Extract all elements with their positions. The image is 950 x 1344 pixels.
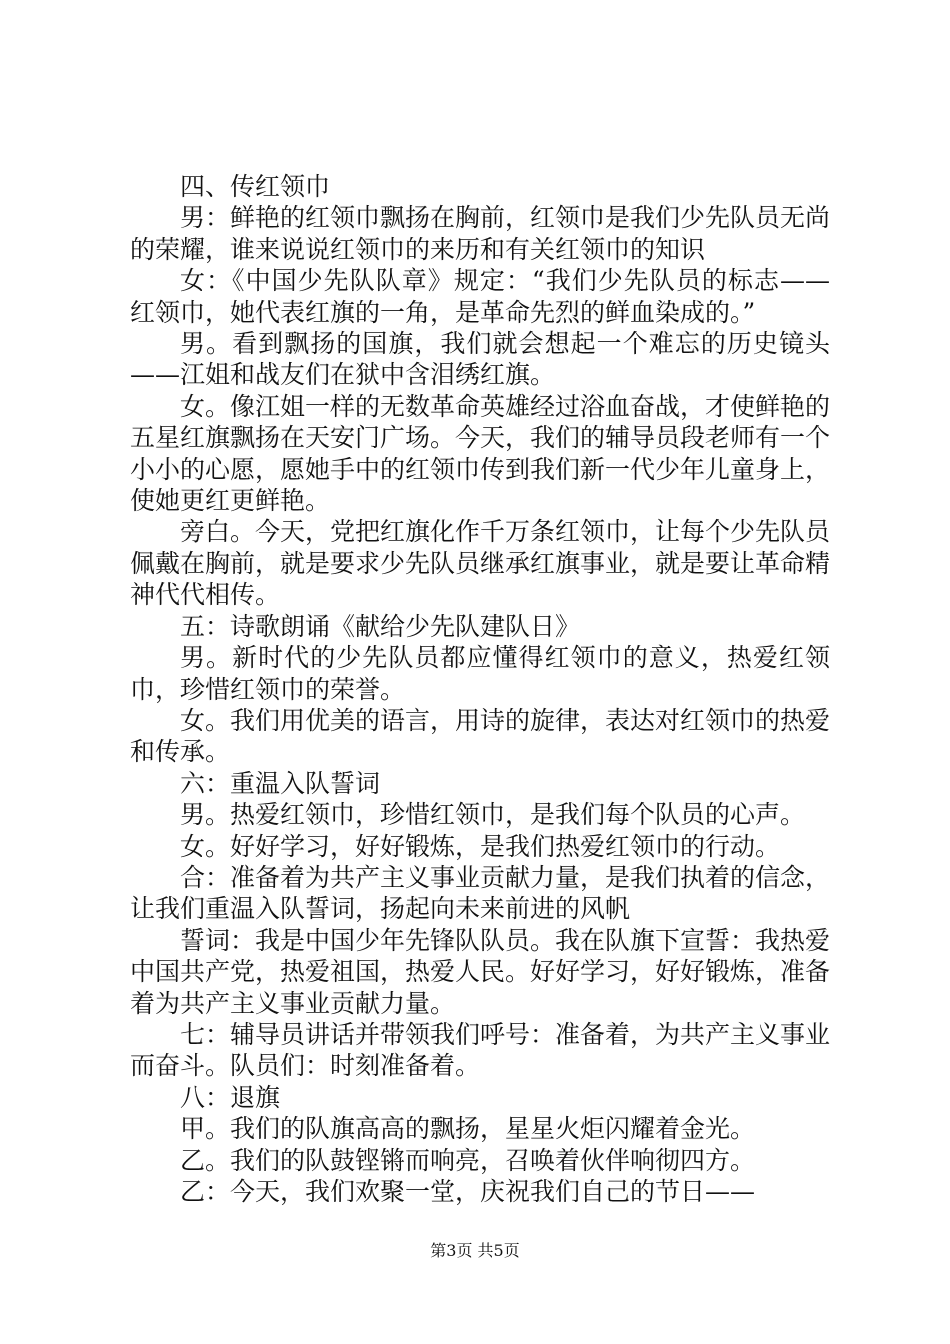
oath-paragraph: 誓词：我是中国少年先锋队队员。我在队旗下宣誓：我热爱中国共产党，热爱祖国，热爱人民。好好学习，好好锻炼，准备着为共产主义事业贡献力量。 [130,925,831,1018]
paragraph: 乙：今天，我们欢聚一堂，庆祝我们自己的节日—— [180,1177,756,1206]
paragraph: 女。我们用优美的语言，用诗的旋律，表达对红领巾的热爱和传承。 [130,705,831,767]
paragraph: 男。新时代的少先队员都应懂得红领巾的意义，热爱红领巾，珍惜红领巾的荣誉。 [130,643,830,704]
paragraph: 男：鲜艳的红领巾飘扬在胸前，红领巾是我们少先队员无尚的荣耀，谁来说说红领巾的来历和有关红领巾的知识 [130,203,831,264]
section-heading-6: 六：重温入队誓词 [180,768,381,798]
paragraph: 男。热爱红领巾，珍惜红领巾，是我们每个队员的心声。 [180,800,806,830]
paragraph: 女。好好学习，好好锻炼，是我们热爱红领巾的行动。 [180,831,781,861]
paragraph: 乙。我们的队鼓铿锵而响亮，召唤着伙伴响彻四方。 [180,1145,756,1175]
paragraph: 合：准备着为共产主义事业贡献力量，是我们执着的信念，让我们重温入队誓词，扬起向未来前进的风帆 [130,862,831,924]
paragraph: 男。看到飘扬的国旗，我们就会想起一个难忘的历史镜头——江姐和战友们在狱中含泪绣红旗。 [130,329,830,390]
section-heading-8: 八：退旗 [180,1082,281,1112]
paragraph: 旁白。今天，党把红旗化作千万条红领巾，让每个少先队员佩戴在胸前，就是要求少先队员继承红旗事业，就是要让革命精神代代相传。 [130,517,831,610]
document-body [130,171,830,1207]
paragraph: 女：《中国少先队队章》规定：“我们少先队员的标志——红领巾，她代表红旗的一角，是革命先烈的鲜血染成的。” [130,266,830,327]
section-heading-4: 四、传红领巾 [180,172,331,201]
paragraph: 女。像江姐一样的无数革命英雄经过浴血奋战，才使鲜艳的五星红旗飘扬在天安门广场。今天，我们的辅导员段老师有一个小小的心愿，愿她手中的红领巾传到我们新一代少年儿童身上，使她更红更鲜艳。 [130,391,831,516]
paragraph: 甲。我们的队旗高高的飘扬，星星火炬闪耀着金光。 [180,1114,756,1144]
section-heading-7: 七：辅导员讲话并带领我们呼号：准备着，为共产主义事业而奋斗。队员们：时刻准备着。 [130,1019,831,1081]
section-heading-5: 五：诗歌朗诵《献给少先队建队日》 [180,611,581,641]
page-number-footer: 第3页 共5页 [430,1241,520,1260]
